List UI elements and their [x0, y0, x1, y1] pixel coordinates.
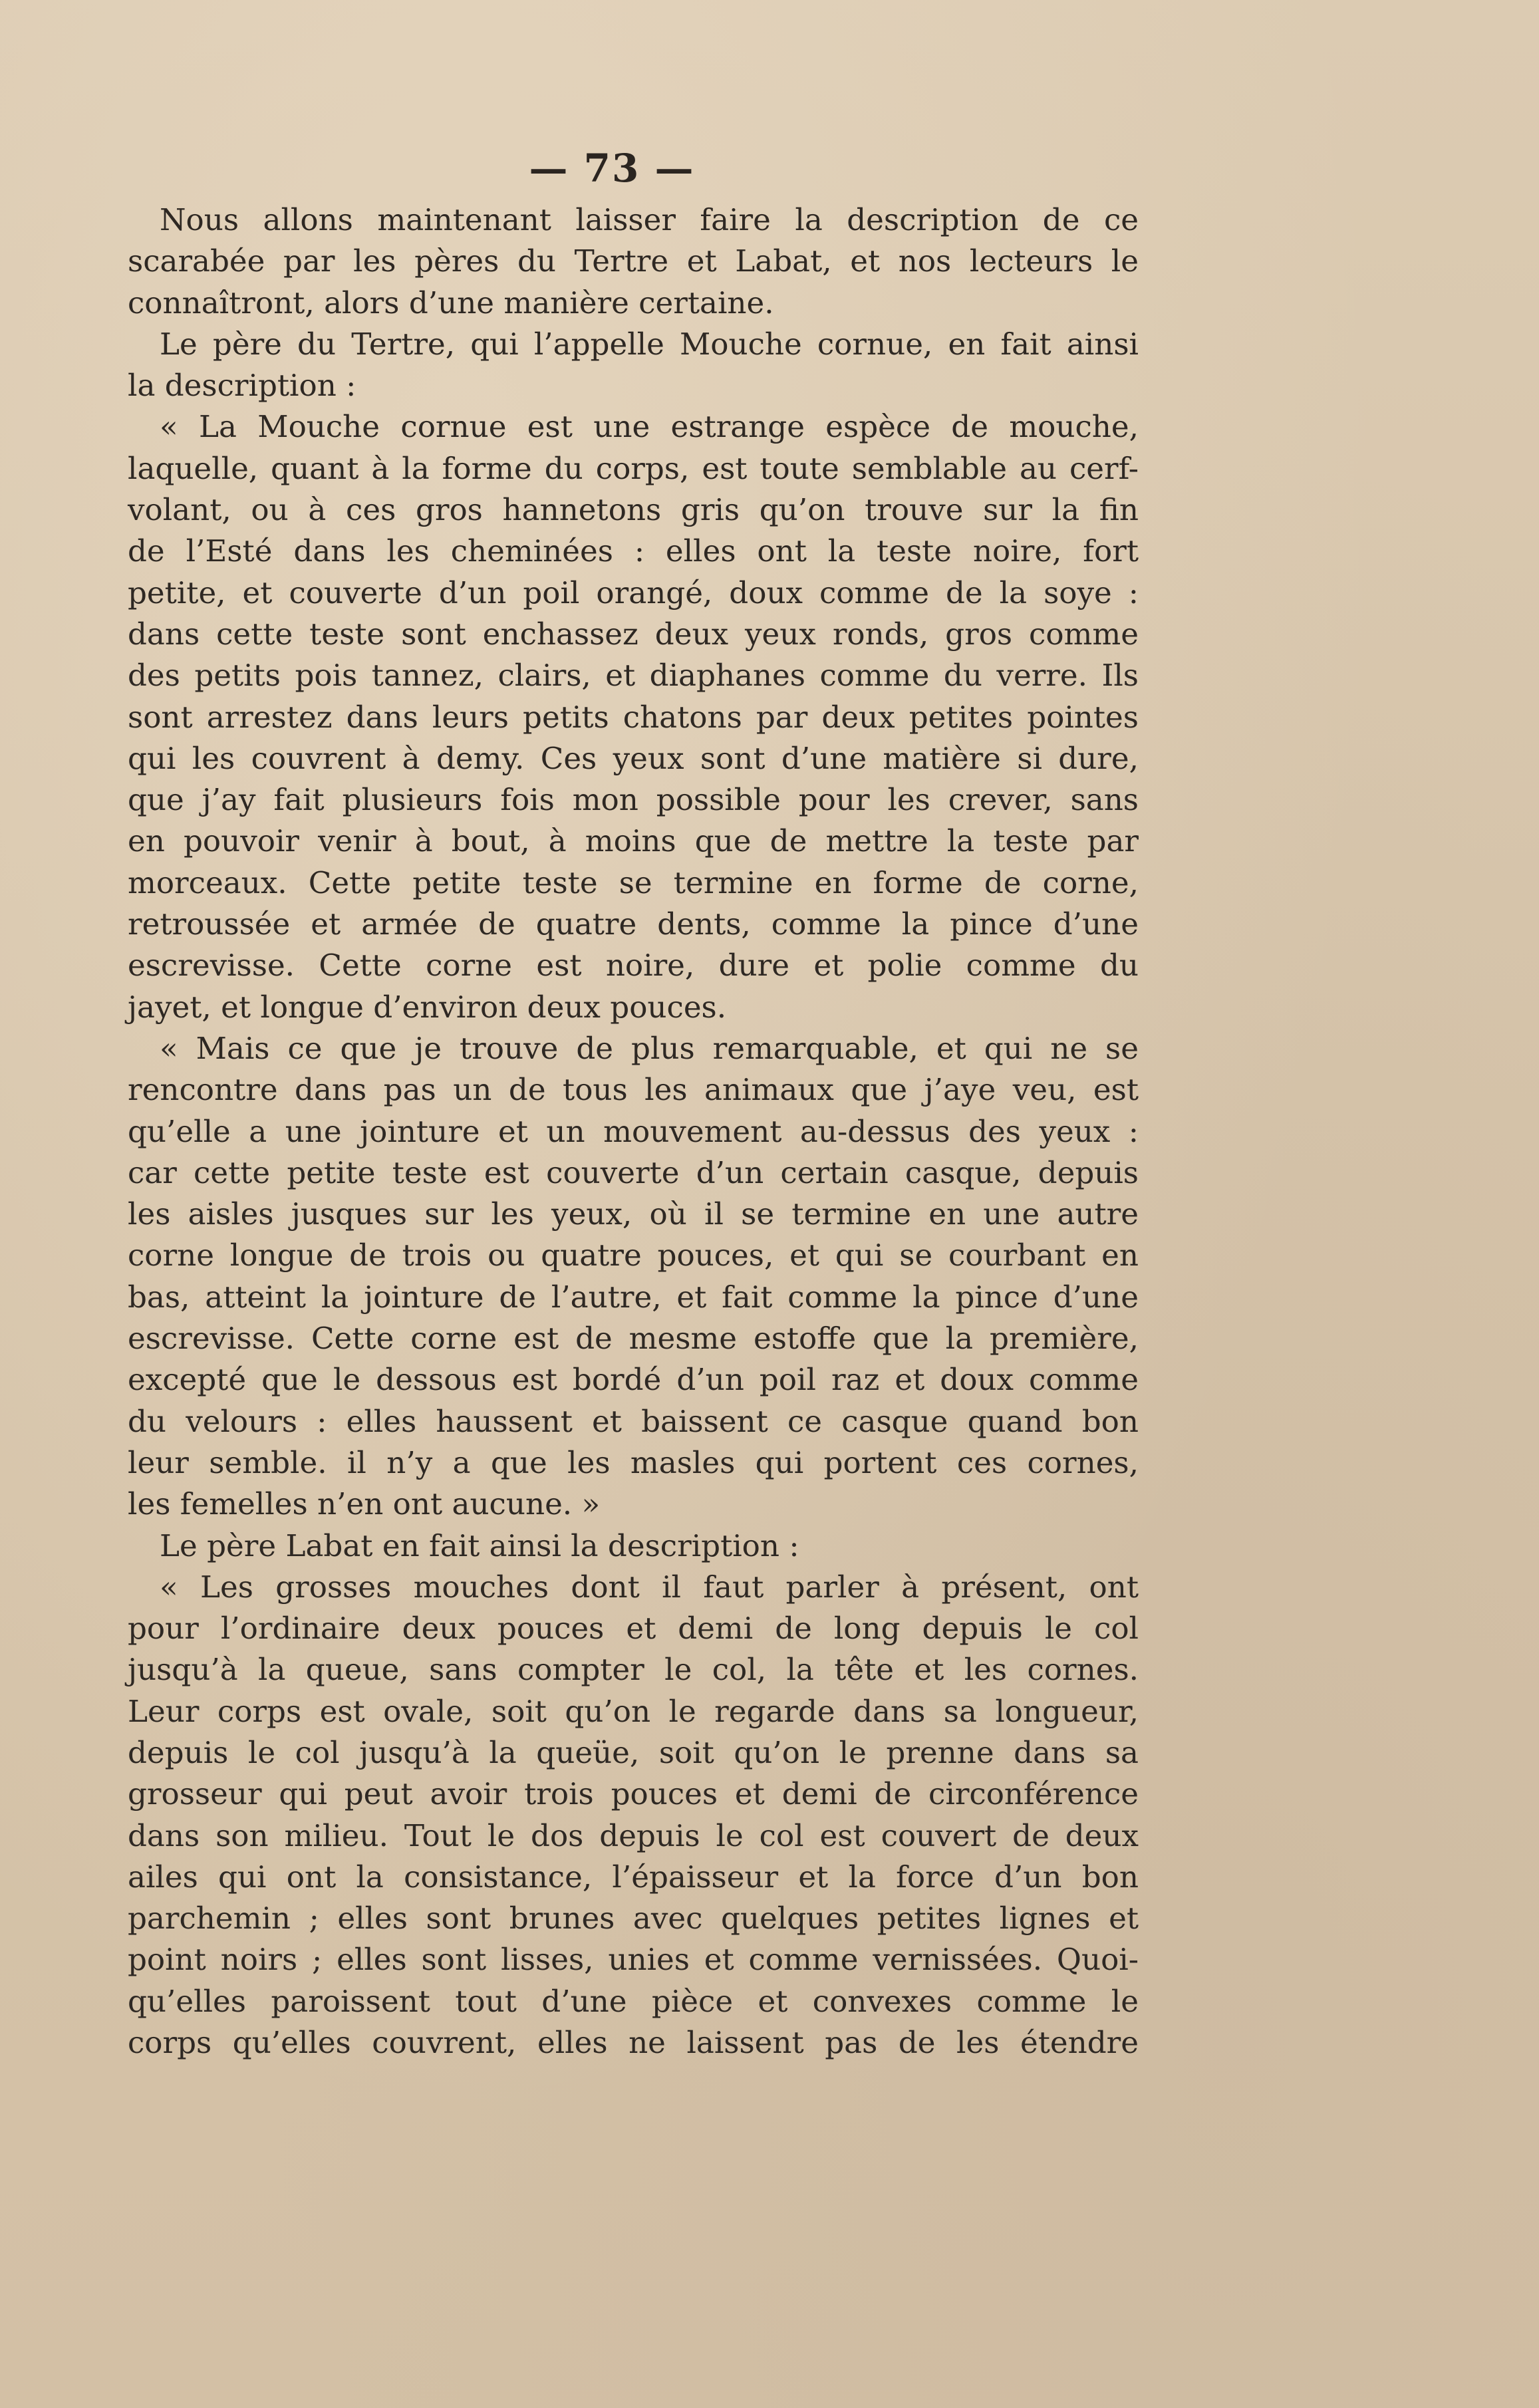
text-line: grosseur qui peut avoir trois pouces et demi de circonférence — [128, 1776, 1139, 1812]
text-line: escrevisse. Cette corne est noire, dure et polie comme du — [128, 948, 1139, 984]
text-line: les femelles n’en ont aucune. » — [128, 1486, 601, 1522]
text-line: Le père Labat en fait ainsi la description : — [160, 1528, 799, 1563]
text-line: car cette petite teste est couverte d’un certain casque, depuis — [128, 1154, 1139, 1190]
text-line: excepté que le dessous est bordé d’un poil raz et doux comme — [128, 1362, 1139, 1398]
text-line: que j’ay fait plusieurs fois mon possible pour les crever, sans — [128, 782, 1139, 818]
text-line: ailes qui ont la consistance, l’épaisseur et la force d’un bon — [128, 1859, 1139, 1895]
text-line: rencontre dans pas un de tous les animaux que j’aye veu, est — [128, 1072, 1139, 1108]
text-line: « La Mouche cornue est une estrange espèce de mouche, — [160, 409, 1139, 445]
text-line: jayet, et longue d’environ deux pouces. — [128, 989, 727, 1025]
page-number: — 73 — — [529, 146, 695, 191]
text-line: morceaux. Cette petite teste se termine en forme de corne, — [128, 865, 1139, 900]
text-line: du velours : elles haussent et baissent ce casque quand bon — [128, 1403, 1139, 1439]
text-line: en pouvoir venir à bout, à moins que de mettre la teste par — [128, 823, 1139, 859]
text-line: connaîtront, alors d’une manière certaine. — [128, 285, 774, 321]
text-line: « Les grosses mouches dont il faut parler à présent, ont — [160, 1569, 1139, 1605]
text-line: les aisles jusques sur les yeux, où il se termine en une autre — [128, 1196, 1139, 1232]
text-line: point noirs ; elles sont lisses, unies et comme vernissées. Quoi- — [128, 1942, 1139, 1978]
text-line: pour l’ordinaire deux pouces et demi de long depuis le col — [128, 1611, 1139, 1647]
text-line: la description : — [128, 368, 356, 404]
text-line: Leur corps est ovale, soit qu’on le regarde dans sa longueur, — [128, 1693, 1139, 1729]
text-line: bas, atteint la jointure de l’autre, et fait comme la pince d’une — [128, 1279, 1139, 1315]
text-line: retroussée et armée de quatre dents, comme la pince d’une — [128, 906, 1139, 942]
text-line: « Mais ce que je trouve de plus remarquable, et qui ne se — [160, 1030, 1139, 1066]
text-line: scarabée par les pères du Tertre et Labat, et nos lecteurs le — [128, 243, 1139, 279]
text-line: Nous allons maintenant laisser faire la description de ce — [160, 202, 1139, 237]
text-line: jusqu’à la queue, sans compter le col, la tête et les cornes. — [128, 1652, 1139, 1688]
text-line: volant, ou à ces gros hannetons gris qu’on trouve sur la fin — [128, 492, 1139, 528]
text-line: parchemin ; elles sont brunes avec quelques petites lignes et — [128, 1901, 1139, 1937]
text-line: corps qu’elles couvrent, elles ne laissent pas de les étendre — [128, 2025, 1139, 2061]
text-line: qu’elles paroissent tout d’une pièce et convexes comme le — [128, 1983, 1139, 2019]
text-line: leur semble. il n’y a que les masles qui portent ces cornes, — [128, 1444, 1139, 1480]
text-line: des petits pois tannez, clairs, et diaphanes comme du verre. Ils — [128, 658, 1139, 694]
text-line: sont arrestez dans leurs petits chatons par deux petites pointes — [128, 699, 1139, 735]
body-text — [128, 200, 1139, 2064]
text-line: qui les couvrent à demy. Ces yeux sont d’une matière si dure, — [128, 740, 1139, 776]
text-line: petite, et couverte d’un poil orangé, doux comme de la soye : — [128, 575, 1139, 610]
text-line: laquelle, quant à la forme du corps, est toute semblable au cerf- — [128, 450, 1139, 486]
text-line: dans son milieu. Tout le dos depuis le col est couvert de deux — [128, 1817, 1139, 1853]
text-line: qu’elle a une jointure et un mouvement au-dessus des yeux : — [128, 1113, 1139, 1149]
text-line: dans cette teste sont enchassez deux yeux ronds, gros comme — [128, 616, 1139, 652]
text-line: depuis le col jusqu’à la queüe, soit qu’on le prenne dans sa — [128, 1734, 1139, 1770]
text-line: escrevisse. Cette corne est de mesme estoffe que la première, — [128, 1321, 1139, 1357]
text-line: Le père du Tertre, qui l’appelle Mouche cornue, en fait ainsi — [160, 326, 1139, 362]
text-line: corne longue de trois ou quatre pouces, et qui se courbant en — [128, 1238, 1139, 1273]
text-line: de l’Esté dans les cheminées : elles ont la teste noire, fort — [128, 533, 1139, 569]
